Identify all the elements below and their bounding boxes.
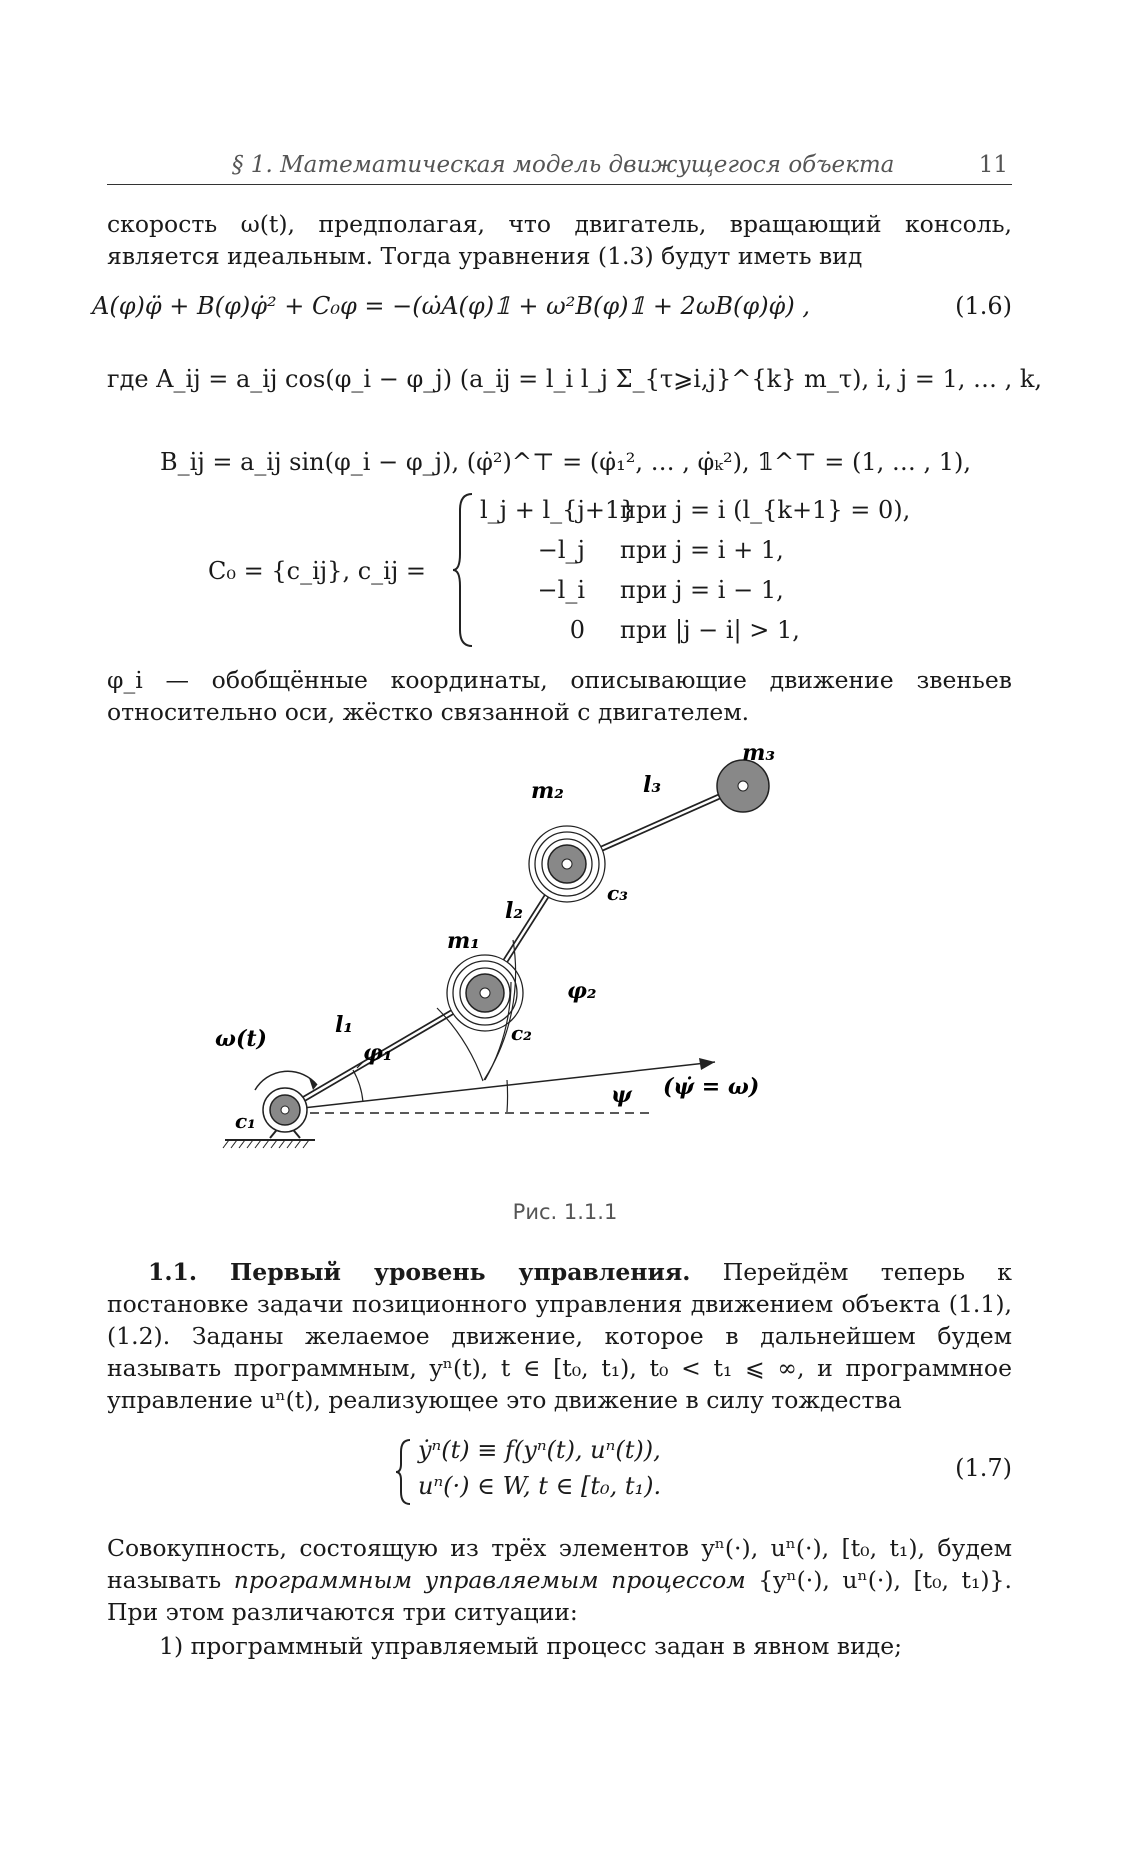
case-2-value: −l_j	[537, 536, 585, 564]
paragraph-1: скорость ω(t), предполагая, что двигатель, вращающий консоль, является идеальным. Тогда уравнения (1.3) будут иметь вид	[107, 210, 1012, 270]
label-phi2: φ₂	[567, 978, 597, 1004]
case-4-value: 0	[569, 616, 585, 644]
cases-brace	[452, 490, 476, 650]
arc-psi	[507, 1080, 508, 1112]
header-title: § 1. Математическая модель движущегося объекта	[232, 152, 895, 178]
running-header	[107, 152, 1012, 185]
case-3-value: −l_i	[537, 576, 585, 604]
axis-arrowhead	[699, 1058, 715, 1070]
case-4-cond: при |j − i| > 1,	[620, 616, 800, 644]
equation-1-7-line1: ẏⁿ(t) ≡ f(yⁿ(t), uⁿ(t)),	[418, 1436, 661, 1464]
case-3-cond: при j = i − 1,	[620, 576, 784, 604]
arc-phi1	[353, 1070, 363, 1102]
system-brace	[395, 1438, 413, 1506]
section-text: Перейдём теперь к постановке задачи позиционного управления движением объекта (1.1), (1.2). Заданы желаемое движение, которое в дальнейшем будем называть программным, yⁿ(t), t ∈ [t₀, t₁), t₀ < t₁ ⩽ ∞, и программное управление uⁿ(t), реализующее это движение в силу тождества	[107, 1258, 1012, 1414]
label-c3: c₃	[607, 881, 628, 905]
where-line: где A_ij = a_ij cos(φ_i − φ_j) (a_ij = l_i l_j Σ_{τ⩾i,j}^{k} m_τ), i, j = 1, … , k,	[107, 365, 1043, 393]
section-heading: 1.1. Первый уровень управления.	[148, 1258, 691, 1286]
section-1-1-paragraph	[107, 1256, 1012, 1416]
c0-lhs: C₀ = {c_ij}, c_ij =	[208, 557, 427, 585]
label-c1: c₁	[235, 1109, 256, 1133]
label-psi-omega: (ψ̇ = ω)	[663, 1074, 760, 1100]
paragraph-3-b: {yⁿ(·), uⁿ(·), [t₀, t₁)}. При этом различаются три ситуации:	[107, 1566, 1012, 1626]
label-psi: ψ	[611, 1082, 632, 1108]
paragraph-3-emphasis: программным управляемым процессом	[233, 1566, 746, 1594]
equation-1-7-number: (1.7)	[955, 1454, 1012, 1482]
label-l3: l₃	[643, 772, 661, 798]
paragraph-2: φ_i — обобщённые координаты, описывающие движение звеньев относительно оси, жёстко связанной с двигателем.	[107, 666, 1012, 726]
list-item-1: 1) программный управляемый процесс задан в явном виде;	[159, 1632, 903, 1660]
label-l2: l₂	[505, 898, 523, 924]
label-c2: c₂	[511, 1021, 532, 1045]
equation-1-6: A(φ)φ̈ + B(φ)φ̇² + C₀φ = −(ω̇A(φ)𝟙 + ω²B(φ)𝟙 + 2ωB(φ)φ̇) ,	[92, 292, 810, 320]
equation-1-7-line2: uⁿ(·) ∈ W, t ∈ [t₀, t₁).	[418, 1472, 662, 1500]
label-m3: m₃	[742, 740, 775, 766]
label-m1: m₁	[447, 928, 480, 954]
omega-arrow	[255, 1071, 317, 1090]
figure-caption: Рис. 1.1.1	[512, 1200, 618, 1224]
case-1-value: l_j + l_{j+1}	[480, 496, 636, 524]
page-number: 11	[978, 152, 1008, 178]
ground-hatch	[223, 1140, 309, 1148]
case-2-cond: при j = i + 1,	[620, 536, 784, 564]
equation-1-6-number: (1.6)	[955, 292, 1012, 320]
paragraph-3	[107, 1532, 1012, 1628]
label-omega: ω(t)	[215, 1026, 267, 1052]
case-1-cond: при j = i (l_{k+1} = 0),	[620, 496, 911, 524]
label-l1: l₁	[335, 1012, 353, 1038]
paragraph-3-a: Совокупность, состоящую из трёх элементов yⁿ(·), uⁿ(·), [t₀, t₁), будем называть	[107, 1534, 1012, 1594]
b-line: B_ij = a_ij sin(φ_i − φ_j), (φ̇²)^⊤ = (φ̇₁², … , φ̇ₖ²), 𝟙^⊤ = (1, … , 1),	[160, 448, 972, 476]
label-phi1: φ₁	[363, 1040, 393, 1066]
label-m2: m₂	[531, 778, 564, 804]
figure-manipulator	[215, 740, 775, 1160]
